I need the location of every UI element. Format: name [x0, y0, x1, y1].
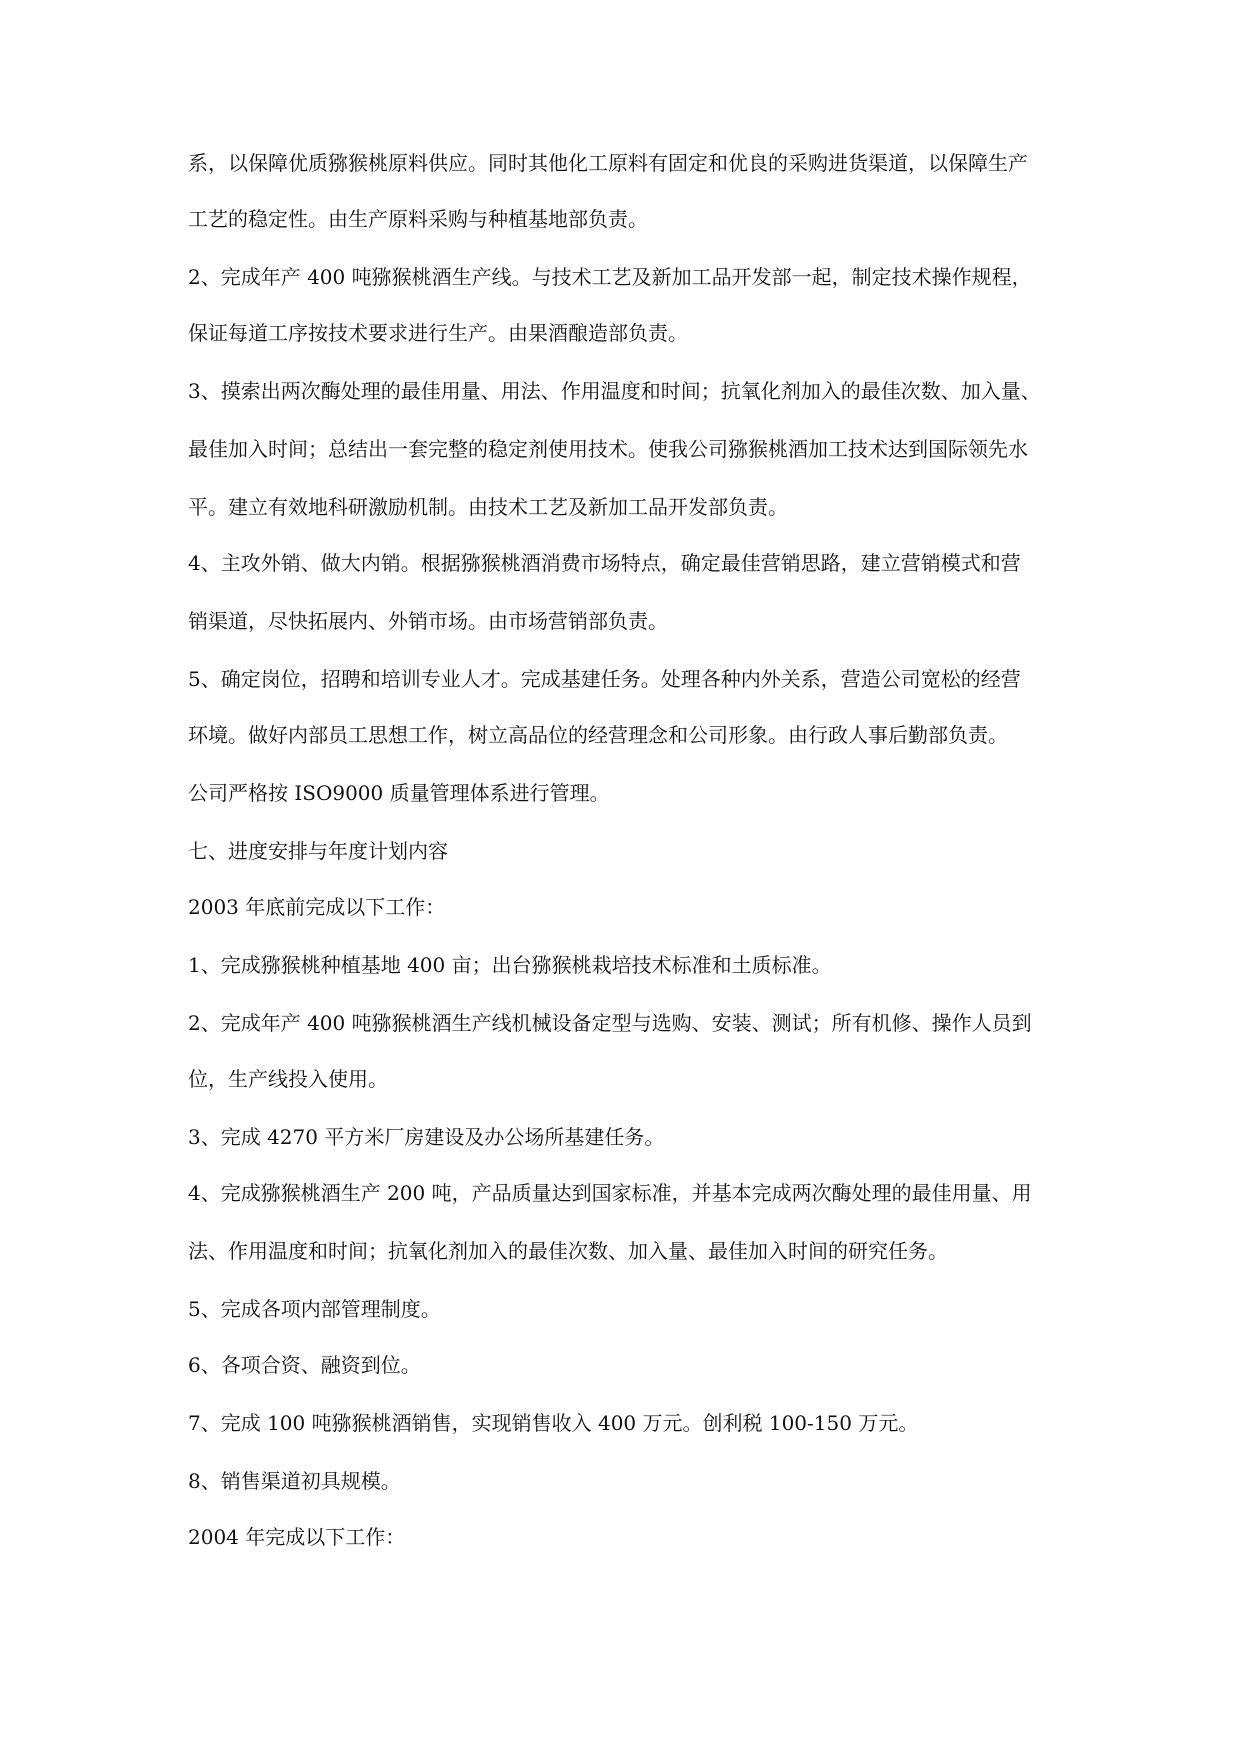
text-line: 5、确定岗位，招聘和培训专业人才。完成基建任务。处理各种内外关系，营造公司宽松的经营 — [188, 667, 1021, 691]
text-line: 保证每道工序按技术要求进行生产。由果酒酿造部负责。 — [188, 321, 688, 345]
text-line: 法、作用温度和时间；抗氧化剂加入的最佳次数、加入量、最佳加入时间的研究任务。 — [188, 1239, 948, 1263]
text-line: 5、完成各项内部管理制度。 — [188, 1297, 441, 1321]
text-line: 4、主攻外销、做大内销。根据猕猴桃酒消费市场特点，确定最佳营销思路，建立营销模式和营 — [188, 551, 1021, 575]
text-line: 系，以保障优质猕猴桃原料供应。同时其他化工原料有固定和优良的采购进货渠道，以保障生产 — [188, 151, 1028, 175]
text-line: 2、完成年产 400 吨猕猴桃酒生产线机械设备定型与选购、安装、测试；所有机修、操作人员到 — [188, 1011, 1032, 1035]
text-line: 8、销售渠道初具规模。 — [188, 1469, 401, 1493]
text-line: 最佳加入时间；总结出一套完整的稳定剂使用技术。使我公司猕猴桃酒加工技术达到国际领先水 — [188, 437, 1028, 461]
text-line: 2003 年底前完成以下工作： — [188, 895, 446, 919]
text-line: 3、完成 4270 平方米厂房建设及办公场所基建任务。 — [188, 1125, 665, 1149]
text-line: 工艺的稳定性。由生产原料采购与种植基地部负责。 — [188, 207, 648, 231]
text-line: 1、完成猕猴桃种植基地 400 亩；出台猕猴桃栽培技术标准和土质标准。 — [188, 953, 832, 977]
text-line: 环境。做好内部员工思想工作，树立高品位的经营理念和公司形象。由行政人事后勤部负责。 — [188, 723, 1008, 747]
text-line: 4、完成猕猴桃酒生产 200 吨，产品质量达到国家标准，并基本完成两次酶处理的最佳用量、用 — [188, 1181, 1032, 1205]
text-line: 平。建立有效地科研激励机制。由技术工艺及新加工品开发部负责。 — [188, 495, 788, 519]
text-line: 销渠道，尽快拓展内、外销市场。由市场营销部负责。 — [188, 609, 668, 633]
section-heading: 七、进度安排与年度计划内容 — [188, 839, 448, 863]
text-line: 6、各项合资、融资到位。 — [188, 1353, 421, 1377]
text-line: 公司严格按 ISO9000 质量管理体系进行管理。 — [188, 781, 610, 805]
text-line: 3、摸索出两次酶处理的最佳用量、用法、作用温度和时间；抗氧化剂加入的最佳次数、加入量、 — [188, 379, 1041, 403]
text-line: 位，生产线投入使用。 — [188, 1067, 388, 1091]
text-line: 2、完成年产 400 吨猕猴桃酒生产线。与技术工艺及新加工品开发部一起，制定技术操作规程， — [188, 265, 1032, 289]
text-line: 2004 年完成以下工作： — [188, 1525, 406, 1549]
text-line: 7、完成 100 吨猕猴桃酒销售，实现销售收入 400 万元。创利税 100-150 万元。 — [188, 1411, 919, 1435]
